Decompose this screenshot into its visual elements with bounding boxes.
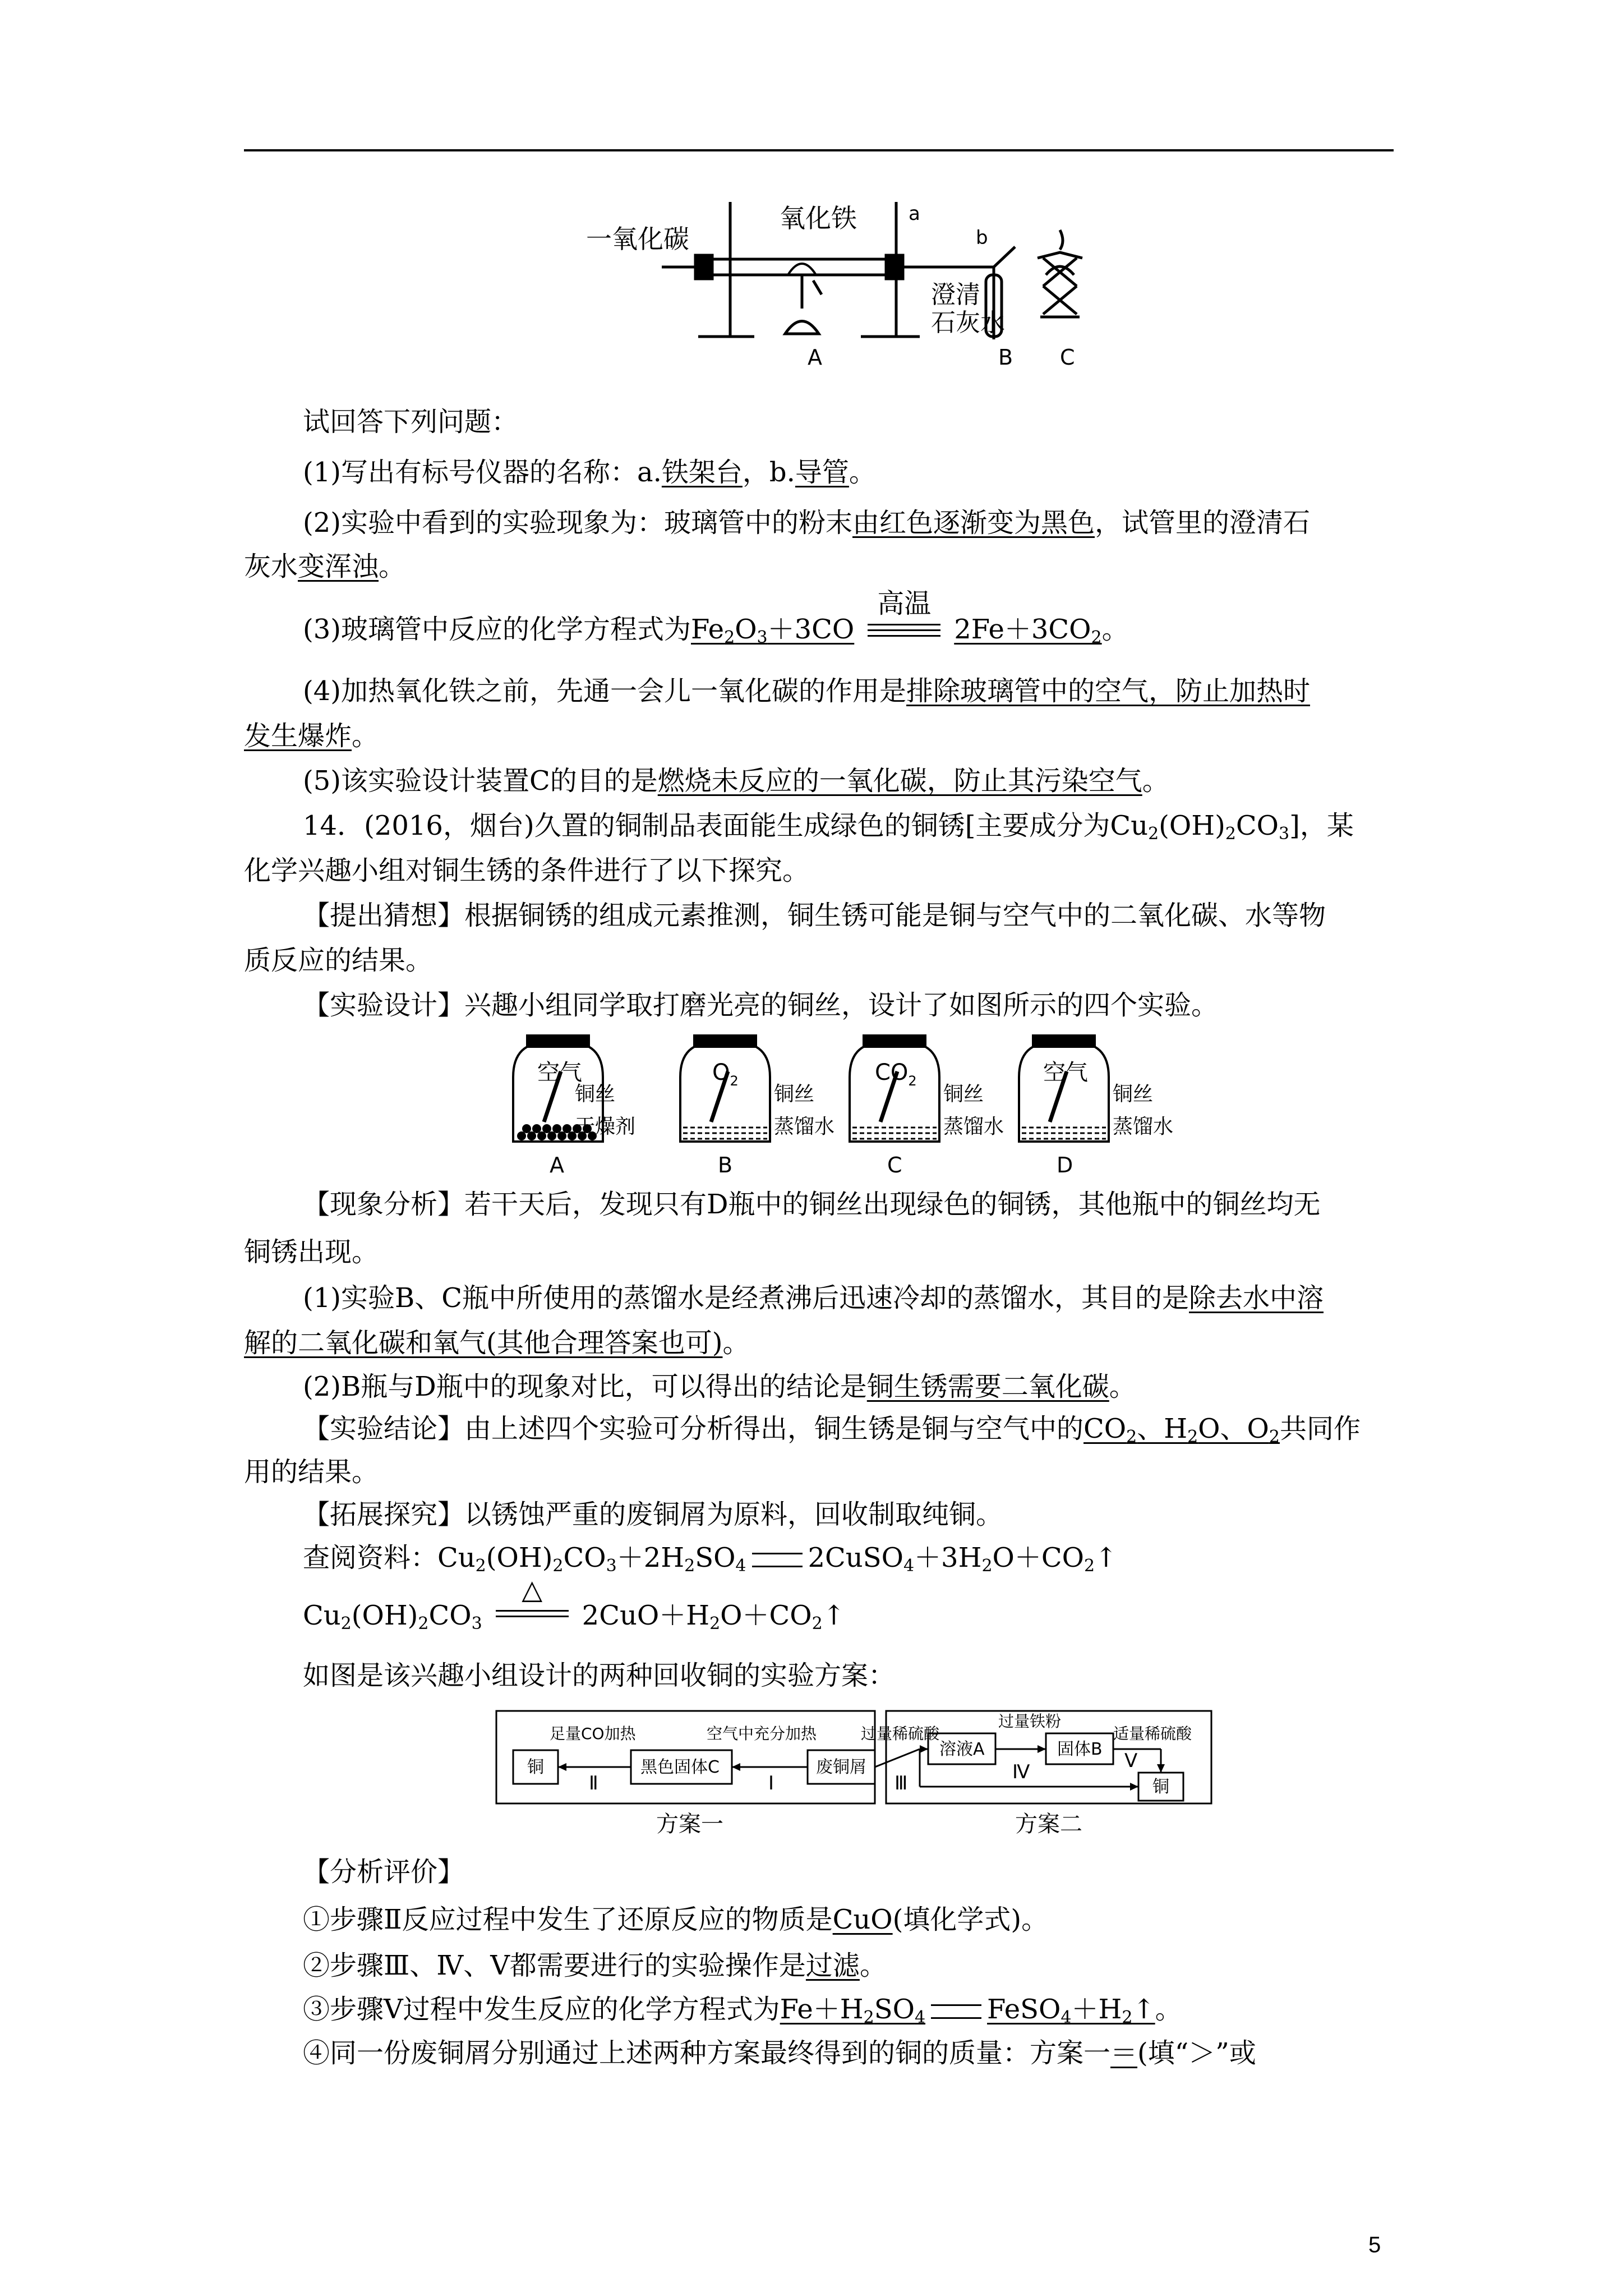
- equation-fe2o3-co-left: $Fe_2O_3+3CO$: [691, 614, 855, 647]
- bottle-a-bottom: 干燥剂: [575, 1115, 636, 1138]
- answer-b: 导管: [795, 457, 849, 488]
- page-number: 5: [1368, 2233, 1381, 2257]
- design-line: 【实验设计】兴趣小组同学取打磨光亮的铜丝，设计了如图所示的四个实验。: [303, 990, 1219, 1021]
- bottle-a-gas: 空气: [537, 1060, 582, 1085]
- arrow-fe-powder: 过量铁粉: [998, 1712, 1062, 1731]
- q13-part1: (1)写出有标号仪器的名称：a.铁架台，b.导管。: [303, 457, 876, 488]
- step-1: Ⅰ: [768, 1772, 774, 1795]
- conclusion-line1: 【实验结论】由上述四个实验可分析得出，铜生锈是铜与空气中的$CO_2$、$H_2O$、$O_2$共同作: [303, 1413, 1361, 1447]
- q13-part4-line1: (4)加热氧化铁之前，先通一会儿一氧化碳的作用是排除玻璃管中的空气，防止加热时: [303, 675, 1311, 707]
- bottle-d-bottom: 蒸馏水: [1113, 1115, 1174, 1138]
- arrow-acid2: 适量稀硫酸: [1113, 1724, 1192, 1743]
- bottle-d-gas: 空气: [1043, 1060, 1088, 1085]
- bottle-c-wire: 铜丝: [943, 1083, 984, 1106]
- header-rule: [244, 149, 1394, 151]
- bottle-a-label: A: [550, 1153, 564, 1177]
- step-2: Ⅱ: [589, 1772, 598, 1795]
- label-fe2o3: 氧化铁: [780, 203, 857, 233]
- node-sol-a: 溶液A: [939, 1740, 985, 1759]
- eval-2: ②步骤Ⅲ、Ⅳ、Ⅴ都需要进行的实验操作是过滤。: [303, 1950, 887, 1981]
- answer-boil-1: 除去水中溶: [1189, 1282, 1324, 1314]
- eval-4: ④同一份废铜屑分别通过上述两种方案最终得到的铜的质量：方案一＝(填“＞”或: [303, 2037, 1256, 2069]
- q13-part2-line1: (2)实验中看到的实验现象为：玻璃管中的粉末由红色逐渐变为黑色，试管里的澄清石: [303, 507, 1311, 539]
- node-waste: 废铜屑: [816, 1757, 866, 1777]
- node-copper-1: 铜: [527, 1757, 544, 1777]
- answer-boil-2: 解的二氧化碳和氧气(其他合理答案也可): [244, 1327, 723, 1359]
- step-3: Ⅲ: [895, 1772, 908, 1795]
- q13-part2-line2: 灰水变浑浊。: [244, 551, 406, 582]
- evaluation-heading: 【分析评价】: [303, 1856, 465, 1888]
- answer-limewater: 变浑浊: [298, 551, 379, 582]
- extension-line: 【拓展探究】以锈蚀严重的废铜屑为原料，回收制取纯铜。: [303, 1499, 1003, 1530]
- answer-filter: 过滤: [805, 1950, 860, 1981]
- co-reduction-apparatus-figure: [572, 196, 1122, 376]
- label-C: C: [1060, 345, 1075, 370]
- answer-conclusion: $CO_2$、$H_2O$、$O_2$: [1083, 1413, 1280, 1447]
- q14-line1: 14．(2016，烟台)久置的铜制品表面能生成绿色的铜锈[主要成分为$Cu_2(OH)_2CO_3$]，某: [303, 810, 1354, 844]
- scheme-intro: 如图是该兴趣小组设计的两种回收铜的实验方案：: [303, 1660, 896, 1691]
- step-5: Ⅴ: [1124, 1750, 1138, 1772]
- eval-1: ①步骤Ⅱ反应过程中发生了还原反应的物质是CuO(填化学式)。: [303, 1904, 1049, 1935]
- node-copper-2: 铜: [1152, 1777, 1169, 1797]
- q14-line2: 化学兴趣小组对铜生锈的条件进行了以下探究。: [244, 855, 810, 886]
- high-temp-condition: 高温: [862, 611, 946, 647]
- answer-a: 铁架台: [661, 457, 743, 488]
- q13-part3: (3)玻璃管中反应的化学方程式为$Fe_2O_3+3CO$ 高温 $2Fe+3CO_2$。: [303, 588, 1129, 647]
- label-lime-2: 石灰水: [931, 309, 1005, 337]
- answer-co2-needed: 铜生锈需要二氧化碳: [866, 1371, 1109, 1402]
- recovery-scheme-figure: [494, 1705, 1223, 1840]
- arrow-air-heat: 空气中充分加热: [707, 1724, 817, 1743]
- eval-3: ③步骤Ⅴ过程中发生反应的化学方程式为$Fe+H_2SO_4$ $FeSO_4+H_2↑$。: [303, 1994, 1182, 2027]
- bottle-b-bottom: 蒸馏水: [774, 1115, 835, 1138]
- q13-intro: 试回答下列问题：: [303, 406, 519, 438]
- phenomenon-line1: 【现象分析】若干天后，发现只有D瓶中的铜丝出现绿色的铜锈，其他瓶中的铜丝均无: [303, 1189, 1321, 1220]
- bottle-d-wire: 铜丝: [1113, 1083, 1154, 1106]
- bottle-c-bottom: 蒸馏水: [943, 1115, 1004, 1138]
- arrow-acid1: 过量稀硫酸: [861, 1724, 940, 1743]
- four-bottles-figure: [505, 1032, 1234, 1178]
- answer-powder: 由红色逐渐变为黑色: [852, 507, 1095, 539]
- q14-part2: (2)B瓶与D瓶中的现象对比，可以得出的结论是铜生锈需要二氧化碳。: [303, 1371, 1136, 1402]
- plan-one: 方案一: [656, 1811, 723, 1837]
- answer-device-c: 燃烧未反应的一氧化碳，防止其污染空气: [657, 765, 1142, 797]
- bottle-b-label: B: [718, 1153, 733, 1177]
- label-b: b: [976, 227, 988, 249]
- bottle-b-wire: 铜丝: [774, 1083, 815, 1106]
- reference-equation-2: $Cu_2(OH)_2CO_3$ △ $2CuO+H_2O+CO_2↑$: [303, 1574, 845, 1634]
- plan-two: 方案二: [1015, 1811, 1082, 1837]
- bottle-c-gas: $CO_2$: [875, 1060, 917, 1089]
- bottle-d-label: D: [1057, 1153, 1073, 1177]
- bottle-b-gas: $O_2$: [712, 1060, 739, 1089]
- label-lime-1: 澄清: [931, 280, 980, 309]
- arrow-co-heat: 足量CO加热: [550, 1724, 636, 1743]
- answer-cuo: CuO: [832, 1904, 893, 1935]
- answer-purpose-2: 发生爆炸: [244, 720, 352, 752]
- conclusion-line2: 用的结果。: [244, 1456, 379, 1488]
- heat-condition: △: [490, 1598, 574, 1634]
- guess-line1: 【提出猜想】根据铜锈的组成元素推测，铜生锈可能是铜与空气中的二氧化碳、水等物: [303, 900, 1326, 931]
- answer-fe-h2so4: $Fe+H_2SO_4$ $FeSO_4+H_2↑$: [780, 1994, 1155, 2027]
- label-a: a: [909, 203, 920, 225]
- label-B: B: [998, 345, 1013, 370]
- q14-part1-line1: (1)实验B、C瓶中所使用的蒸馏水是经煮沸后迅速冷却的蒸馏水，其目的是除去水中溶: [303, 1282, 1324, 1314]
- node-black-solid: 黑色固体C: [640, 1757, 720, 1777]
- equation-fe2o3-co-right: $2Fe+3CO_2$: [954, 614, 1102, 647]
- step-4: Ⅳ: [1012, 1761, 1030, 1783]
- answer-purpose-1: 排除玻璃管中的空气，防止加热时: [906, 675, 1311, 707]
- q13-part5: (5)该实验设计装置C的目的是燃烧未反应的一氧化碳，防止其污染空气。: [303, 765, 1169, 797]
- phenomenon-line2: 铜锈出现。: [244, 1236, 379, 1268]
- label-co: 一氧化碳: [586, 224, 689, 254]
- bottle-a-wire: 铜丝: [575, 1083, 616, 1106]
- reference-equation-1: 查阅资料：$Cu_2(OH)_2CO_3+2H_2SO_4$ $2CuSO_4+3H_2O+CO_2↑$: [303, 1542, 1118, 1576]
- node-solid-b: 固体B: [1057, 1740, 1103, 1759]
- q13-part4-line2: 发生爆炸。: [244, 720, 379, 752]
- q14-part1-line2: 解的二氧化碳和氧气(其他合理答案也可)。: [244, 1327, 750, 1359]
- label-A: A: [808, 345, 822, 370]
- guess-line2: 质反应的结果。: [244, 945, 433, 976]
- bottle-c-label: C: [887, 1153, 902, 1177]
- answer-equal: ＝: [1110, 2037, 1138, 2069]
